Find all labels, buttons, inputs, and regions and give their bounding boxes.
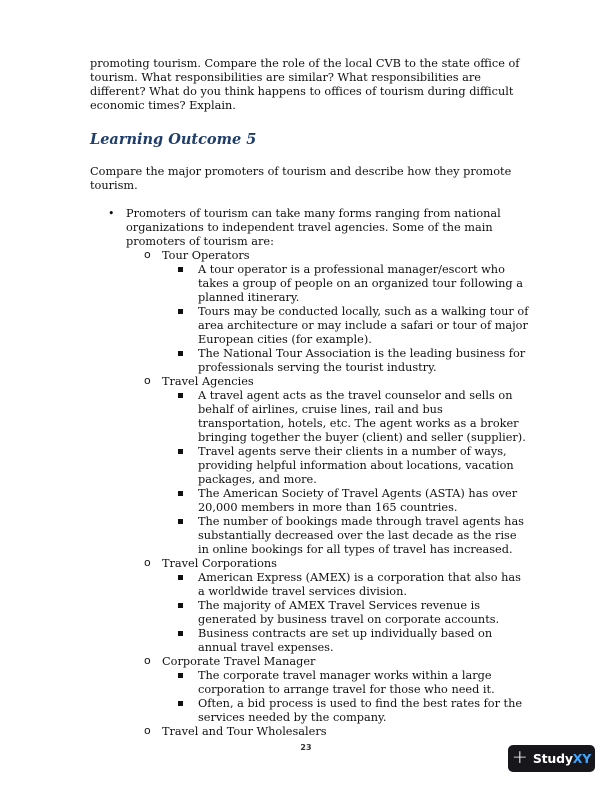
section-detail-list: [162, 389, 530, 557]
detail-text: A travel agent acts as the travel counselor and sells on behalf of airlines, cruise lines, rail and bus transportation, hotels, etc. The agent works as a broker bringing together the buyer (client) and seller (supplier).: [198, 389, 526, 444]
section-detail-list: [162, 263, 530, 375]
detail-item: [162, 627, 530, 655]
detail-text: The number of bookings made through travel agents has substantially decreased over the last decade as the rise in online bookings for all types of travel has increased.: [198, 515, 524, 556]
detail-item: [162, 305, 530, 347]
detail-item: [162, 487, 530, 515]
lead-sentence: Compare the major promoters of tourism and describe how they promote tourism.: [90, 165, 512, 192]
learning-outcome-heading: Learning Outcome 5: [90, 131, 257, 148]
detail-text: Tours may be conducted locally, such as a walking tour of area architecture or may include a safari or tour of major European cities (for example).: [198, 305, 529, 346]
section-item: [126, 557, 530, 655]
detail-text: A tour operator is a professional manager/escort who takes a group of people on an organized tour following a planned itinerary.: [198, 263, 523, 304]
detail-item: [162, 263, 530, 305]
square-bullet-marker: [178, 603, 183, 608]
square-bullet-marker: [178, 309, 183, 314]
square-bullet-marker: [178, 267, 183, 272]
section-detail-list: [162, 669, 530, 725]
detail-item: [162, 697, 530, 725]
page-number: 23: [300, 743, 312, 752]
section-item: [126, 249, 530, 375]
section-title: Tour Operators: [162, 249, 250, 262]
square-bullet-marker: [178, 631, 183, 636]
detail-text: Business contracts are set up individually based on annual travel expenses.: [198, 627, 493, 654]
detail-item: [162, 669, 530, 697]
detail-text: The American Society of Travel Agents (ASTA) has over 20,000 members in more than 165 countries.: [198, 487, 518, 514]
promoter-sections: [126, 249, 530, 739]
detail-text: Travel agents serve their clients in a number of ways, providing helpful information about locations, vacation packages, and more.: [198, 445, 514, 486]
section-title: Travel Agencies: [162, 375, 254, 388]
square-bullet-marker: [178, 673, 183, 678]
plus-icon: +: [511, 746, 528, 768]
detail-item: [162, 599, 530, 627]
circle-bullet-marker: o: [144, 654, 151, 667]
detail-item: [162, 571, 530, 599]
detail-item: [162, 515, 530, 557]
main-bullet: [90, 207, 530, 739]
detail-text: The majority of AMEX Travel Services revenue is generated by business travel on corporate accounts.: [198, 599, 500, 626]
detail-text: The National Tour Association is the leading business for professionals serving the tourist industry.: [198, 347, 526, 374]
main-bullet-list: [90, 207, 530, 739]
circle-bullet-marker: o: [144, 724, 151, 737]
square-bullet-marker: [178, 575, 183, 580]
circle-bullet-marker: o: [144, 556, 151, 569]
section-item: [126, 375, 530, 557]
square-bullet-marker: [178, 701, 183, 706]
bullet-marker: •: [108, 207, 115, 220]
square-bullet-marker: [178, 351, 183, 356]
brand-text-accent: XY: [572, 750, 592, 766]
studyxy-badge[interactable]: [508, 745, 595, 772]
square-bullet-marker: [178, 519, 183, 524]
brand-logo-text: [533, 752, 591, 766]
section-item: [126, 655, 530, 725]
section-item: [126, 725, 530, 739]
square-bullet-marker: [178, 449, 183, 454]
section-detail-list: [162, 571, 530, 655]
section-title: Corporate Travel Manager: [162, 655, 316, 668]
section-title: Travel and Tour Wholesalers: [162, 725, 327, 738]
detail-item: [162, 347, 530, 375]
square-bullet-marker: [178, 491, 183, 496]
detail-text: American Express (AMEX) is a corporation that also has a worldwide travel services division.: [198, 571, 521, 598]
detail-text: The corporate travel manager works within a large corporation to arrange travel for those who need it.: [198, 669, 495, 696]
square-bullet-marker: [178, 393, 183, 398]
brand-text-main: Study: [532, 750, 573, 766]
circle-bullet-marker: o: [144, 248, 151, 261]
detail-item: [162, 389, 530, 445]
main-bullet-text: Promoters of tourism can take many forms ranging from national organizations to independent travel agencies. Some of the main promoters of tourism are:: [126, 207, 501, 248]
circle-bullet-marker: o: [144, 374, 151, 387]
document-page: [90, 57, 530, 739]
intro-paragraph: promoting tourism. Compare the role of the local CVB to the state office of tourism. What responsibilities are similar? What responsibilities are different? What do you think happens to offices of tourism during difficult economic times? Explain.: [90, 57, 520, 112]
detail-item: [162, 445, 530, 487]
detail-text: Often, a bid process is used to find the best rates for the services needed by the company.: [198, 697, 523, 724]
section-title: Travel Corporations: [162, 557, 277, 570]
